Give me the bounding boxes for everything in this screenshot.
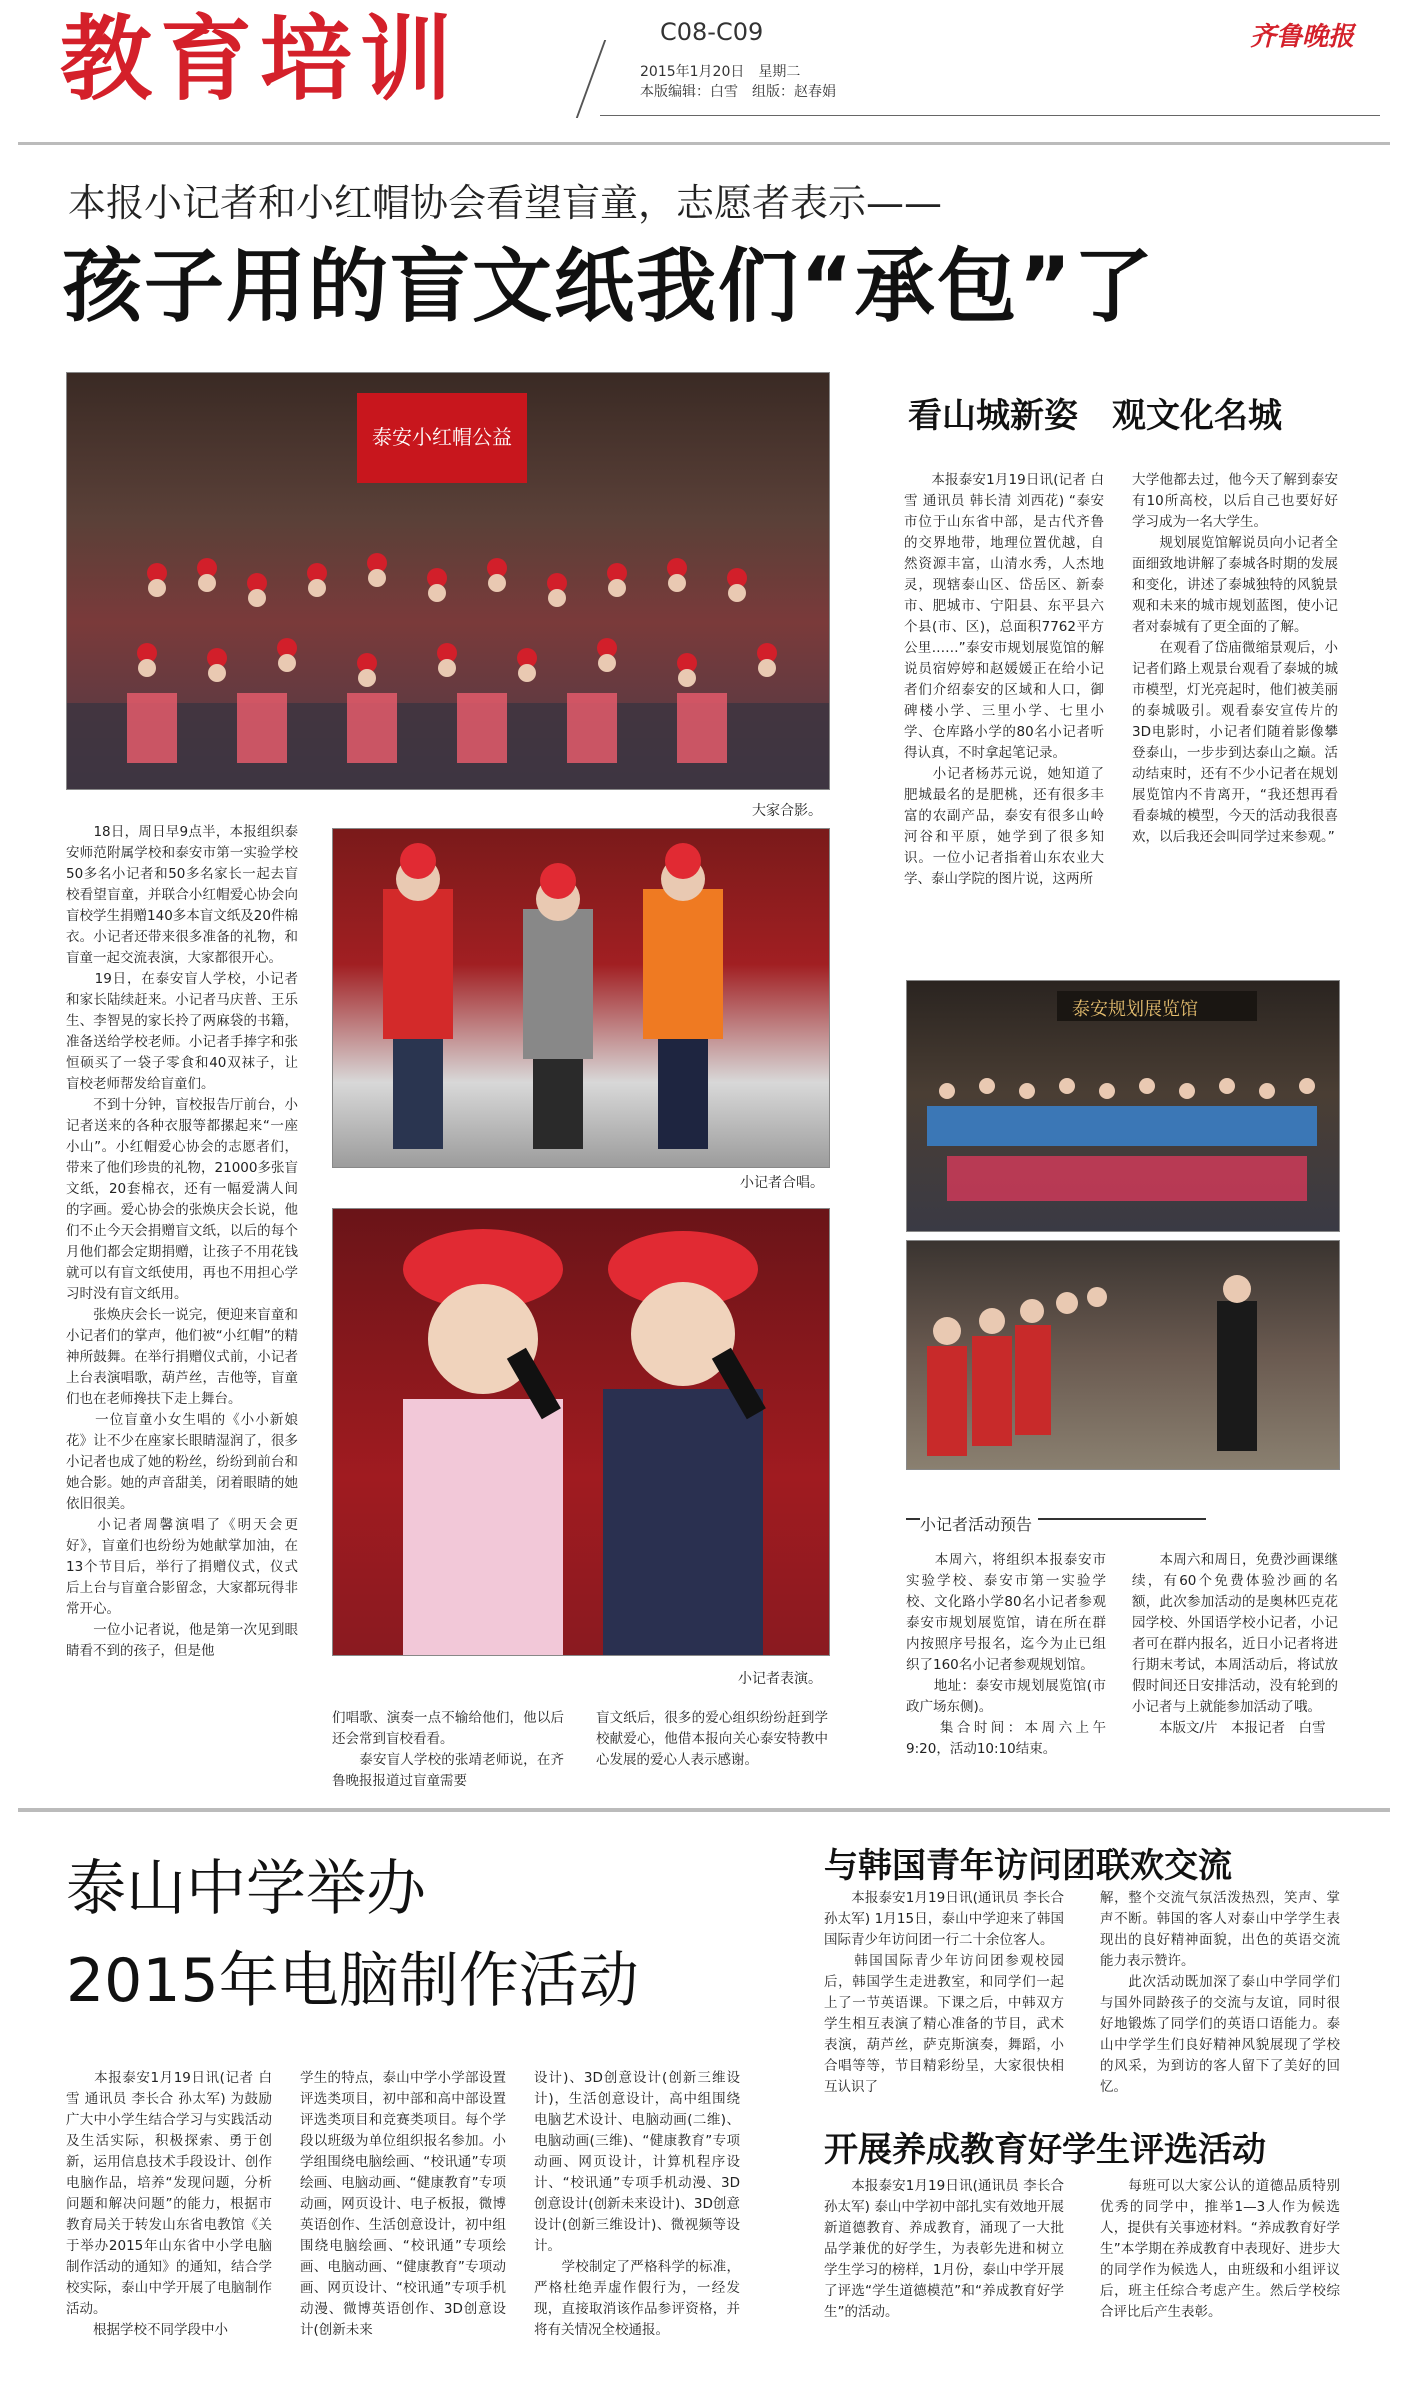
bottom-right-top-headline: 与韩国青年访问团联欢交流 (824, 1846, 1232, 1886)
bottom-right-bottom-col1: 本报泰安1月19日讯(通讯员 李长合 孙太军) 泰山中学初中部扎实有效地开展新道德教育、养成教育，涌现了一大批品学兼优的好学生，为表彰先进和树立学生学习的榜样，1月份，泰山中学开展了评选“学生道德模范”和“养成教育好学生”的活动。 (824, 2178, 1069, 2320)
page-numbers: C08-C09 (660, 18, 764, 46)
performance-scene (333, 1209, 829, 1655)
issue-editors: 本版编辑：白雪 组版：赵春娟 (640, 84, 836, 100)
header-underline (600, 115, 1380, 116)
bottom-left-col3: 设计)、3D创意设计(创新三维设计)，生活创意设计，高中组围绕电脑艺术设计、电脑动画(二维)、电脑动画(三维)、“健康教育”专项动画、网页设计，计算机程序设计、“校讯通”专项手机动漫、3D创意设计(创新未来设计)、3D创意设计(创新三维设计)、微视频等设计。 学校制定了严格科学的标准，严格杜绝弄虚作假行为，一经发现，直接取消该作品参评资格，并将有关情况全校通报。 (534, 2070, 740, 2338)
lead-col2: 们唱歌、演奏一点不输给他们，他以后还会常到盲校看看。 泰安盲人学校的张靖老师说，在齐鲁晚报报道过盲童需要 (332, 1710, 564, 1789)
section-title: 教育培训 (60, 6, 461, 113)
side-headline: 看山城新姿 观文化名城 (908, 396, 1282, 436)
hall-sign: 泰安规划展览馆 (1072, 999, 1198, 1020)
hall-guide-scene (907, 1241, 1339, 1469)
lead-col1: 18日，周日早9点半，本报组织泰安师范附属学校和泰安市第一实验学校50多名小记者和50多名家长一起去盲校看望盲童，并联合小红帽爱心协会向盲校学生捐赠140多本盲文纸及20件棉衣。小记者还带来很多准备的礼物，和盲童一起交流表演，大家都很开心。 19日，在泰安盲人学校，小记者和家长陆续赶来。小记者马庆普、王乐生、李智晃的家长拎了两麻袋的书籍，准备送给学校老师。小记者手捧字和张恒硕买了一袋子零食和40双袜子，让盲校老师帮发给盲童们。 不到十分钟，盲校报告厅前台，小记者送来的各种衣服等都摞起来“一座小山”。小红帽爱心协会的志愿者们，带来了他们珍贵的礼物，21000多张盲文纸，20套棉衣，还有一幅爱满人间的字画。爱心协会的张焕庆会长说，他们不止今天会捐赠盲文纸，以后的每个月他们都会定期捐赠，让孩子不用花钱就可以有盲文纸使用，再也不用担心学习时没有盲文纸用。 张焕庆会长一说完，便迎来盲童和小记者们的掌声，他们被“小红帽”的精神所鼓舞。在举行捐赠仪式前，小记者上台表演唱歌，葫芦丝，吉他等，盲童们也在老师搀扶下走上舞台。 一位盲童小女生唱的《小小新娘花》让不少在座家长眼睛湿润了，很多小记者也成了她的粉丝，纷纷到前台和她合影。她的声音甜美，闭着眼睛的她依旧很美。 小记者周馨演唱了《明天会更好》，盲童们也纷纷为她献掌加油，在13个节目后，举行了捐赠仪式，仪式后上台与盲童合影留念，大家都玩得非常开心。 一位小记者说，他是第一次见到眼睛看不到的孩子，但是他 (66, 824, 298, 1659)
notice-label: 小记者活动预告 (920, 1512, 1038, 1535)
bottom-right-bottom-col2: 每班可以大家公认的道德品质特别优秀的同学中，推举1—3人作为候选人，提供有关事迹材料。“养成教育好学生”本学期在养成教育中表现好、进步大的同学作为候选人，由班级和小组评议后，班主任综合考虑产生。然后学校综合评比后产生表彰。 (1100, 2178, 1340, 2320)
hall-guide-photo (906, 1240, 1340, 1470)
masthead-divider (18, 142, 1390, 145)
header-slash (576, 40, 606, 118)
photo3-caption: 小记者表演。 (738, 1671, 822, 1687)
notice-col2: 本周六和周日，免费沙画课继续，有60个免费体验沙画的名额，此次参加活动的是奥林匹克花园学校、外国语学校小记者，小记者可在群内报名，近日小记者将进行期末考试，本周活动后，将试放假时间还日安排活动，没有轮到的小记者与上就能参加活动了哦。 本版文/片 本报记者 白雪 (1132, 1552, 1338, 1736)
notice-col1: 本周六，将组织本报泰安市实验学校、泰安市第一实验学校、文化路小学80名小记者参观泰安市规划展览馆，请在所在群内按照序号报名，迄今为止已组织了160名小记者参观规划馆。 地址：泰安市规划展览馆(市政广场东侧)。 集合时间：本周六上午9:20，活动10:10结束。 (906, 1552, 1106, 1757)
issue-date: 2015年1月20日 星期二 (640, 64, 801, 80)
side-col2: 大学他都去过，他今天了解到泰安有10所高校，以后自己也要好好学习成为一名大学生。 规划展览馆解说员向小记者全面细致地讲解了泰城各时期的发展和变化，讲述了泰城独特的风貌景观和未来的城市规划蓝图，使小记者对泰城有了更全面的了解。 在观看了岱庙微缩景观后，小记者们路上观景台观看了泰城的城市模型，灯光亮起时，他们被美丽的泰城吸引。观看泰安宣传片的3D电影时，小记者们随着影像攀登泰山，一步步到达泰山之巅。活动结束时，还有不少小记者在规划展览馆内不肯离开，“我还想再看看泰城的模型，今天的活动我很喜欢，以后我还会叫同学过来参观。” (1132, 472, 1338, 845)
issue-meta (640, 62, 836, 102)
bottom-left-col1: 本报泰安1月19日讯(记者 白雪 通讯员 李长合 孙太军) 为鼓励广大中小学生结合学习与实践活动及生活实际，积极探索、勇于创新，运用信息技术手段设计、创作电脑作品，培养“发现问题，分析问题和解决问题”的能力，根据市教育局关于转发山东省电教馆《关于举办2015年山东省中小学电脑制作活动的通知》的通知，结合学校实际，泰山中学开展了电脑制作活动。 根据学校不同学段中小 (66, 2070, 272, 2338)
lead-headline: 孩子用的盲文纸我们“承包”了 (62, 240, 1156, 333)
banner-text: 泰安小红帽公益 (372, 425, 512, 449)
bottom-left-headline-2: 2015年电脑制作活动 (66, 1946, 639, 2016)
bottom-right-top-col2: 解，整个交流气氛活泼热烈，笑声、掌声不断。韩国的客人对泰山中学学生表现出的良好精神面貌，出色的英语交流能力表示赞许。 此次活动既加深了泰山中学同学们与国外同龄孩子的交流与友谊，同时很好地锻炼了同学们的英语口语能力。泰山中学学生们良好精神风貌展现了学校的风采，为到访的客人留下了美好的回忆。 (1100, 1890, 1340, 2095)
section-divider (18, 1808, 1390, 1812)
chorus-scene (333, 829, 829, 1167)
hall-group-photo (906, 980, 1340, 1232)
paper-logo: 齐鲁晚报 (1250, 22, 1355, 52)
bottom-right-bottom-headline: 开展养成教育好学生评选活动 (824, 2130, 1266, 2170)
chorus-photo (332, 828, 830, 1168)
performance-photo (332, 1208, 830, 1656)
bottom-left-headline-1: 泰山中学举办 (66, 1854, 426, 1924)
photo1-caption: 大家合影。 (752, 803, 822, 819)
lead-col3: 盲文纸后，很多的爱心组织纷纷赶到学校献爱心，他借本报向关心泰安特教中心发展的爱心人表示感谢。 (596, 1710, 828, 1768)
bottom-right-top-col1: 本报泰安1月19日讯(通讯员 李长合 孙太军) 1月15日，泰山中学迎来了韩国国际青少年访问团一行二十余位客人。 韩国国际青少年访问团参观校园后，韩国学生走进教室，和同学们一起上了一节英语课。下课之后，中韩双方学生相互表演了精心准备的节目，武术表演，葫芦丝，萨克斯演奏，舞蹈，小合唱等等，节目精彩纷呈，大家很快相互认识了 (824, 1890, 1064, 2095)
lead-kicker: 本报小记者和小红帽协会看望盲童，志愿者表示—— (68, 181, 943, 225)
group-photo (66, 372, 830, 790)
bottom-left-col2: 学生的特点，泰山中学小学部设置评选类项目，初中部和高中部设置评选类项目和竞赛类项目。每个学段以班级为单位组织报名参加。小学组围绕电脑绘画、“校讯通”专项绘画、电脑动画、“健康教育”专项动画，网页设计、电子板报，微博英语创作、生活创意设计，初中组围绕电脑绘画、“校讯通”专项绘画、电脑动画、“健康教育”专项动画、网页设计、“校讯通”专项手机动漫、微博英语创作、3D创意设计(创新未来 (300, 2070, 506, 2338)
side-col1: 本报泰安1月19日讯(记者 白雪 通讯员 韩长清 刘西花) “泰安市位于山东省中部，是古代齐鲁的交界地带，地理位置优越，自然资源丰富，山清水秀，人杰地灵，现辖泰山区、岱岳区、新泰市、肥城市、宁阳县、东平县六个县(市、区)，总面积7762平方公里……”泰安市规划展览馆的解说员宿婷婷和赵媛媛正在给小记者们介绍泰安的区域和人口，御碑楼小学、三里小学、七里小学、仓库路小学的80名小记者听得认真，不时拿起笔记录。 小记者杨苏元说，她知道了肥城最名的是肥桃，还有很多丰富的农副产品，泰安有很多山岭河谷和平原，她学到了很多知识。一位小记者指着山东农业大学、泰山学院的图片说，这两所 (904, 472, 1104, 887)
photo2-caption: 小记者合唱。 (740, 1175, 824, 1191)
